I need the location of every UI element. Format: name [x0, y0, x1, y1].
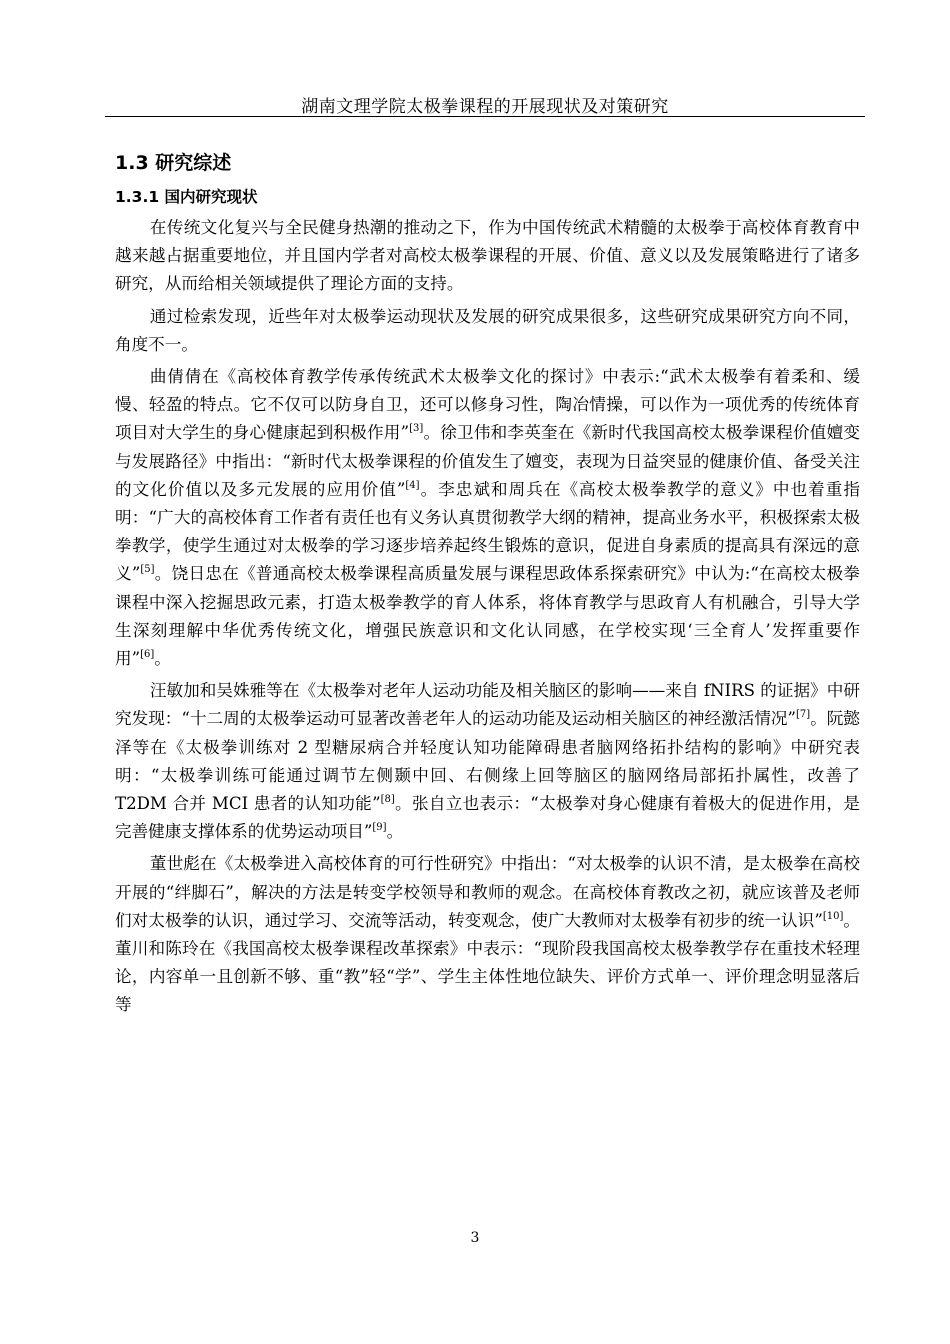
citation-marker: [5] — [140, 564, 155, 576]
citation-marker: [7] — [796, 709, 811, 721]
body-paragraph — [115, 850, 860, 1019]
body-paragraph — [115, 363, 860, 673]
paragraph-text: 在传统文化复兴与全民健身热潮的推动之下，作为中国传统武术精髓的太极拳于高校体育教育中越来越占据重要地位，并且国内学者对高校太极拳课程的开展、价值、意义以及发展策略进行了诸多研究，从而给相关领域提供了理论方面的支持。 — [115, 218, 860, 294]
citation-marker: [4] — [405, 479, 420, 491]
paragraph-text: 。董川和陈玲在《我国高校太极拳课程改革探索》中表示：“现阶段我国高校太极拳教学存在重技术轻理论，内容单一且创新不够、重“教”轻“学”、学生主体性地位缺失、评价方式单一、评价理念明显落后等 — [115, 910, 861, 1015]
body-paragraph — [115, 303, 860, 359]
page-number: 3 — [470, 1230, 480, 1246]
paragraph-text: 。 — [154, 649, 171, 669]
paragraph-text: 。李忠斌和周兵在《高校太极拳教学的意义》中也着重指明：“广大的高校体育工作者有责任也有义务认真贯彻教学大纲的精神，提高业务水平，积极探索太极拳教学，使学生通过对太极拳的学习逐步培养起终生锻炼的意识，促进自身素质的提高具有深远的意义” — [115, 479, 860, 584]
citation-marker: [9] — [372, 822, 387, 834]
header-rule — [105, 116, 865, 117]
paragraph-text: 。阮懿泽等在《太极拳训练对 2 型糖尿病合并轻度认知功能障碍患者脑网络拓扑结构的影响》中研究表明：“太极拳训练可能通过调节左侧颞中回、右侧缘上回等脑区的脑网络局部拓扑属性，改善了 T2DM 合并 MCI 患者的认知功能” — [115, 709, 861, 814]
paragraph-text: 董世彪在《太极拳进入高校体育的可行性研究》中指出：“对太极拳的认识不清，是太极拳在高校开展的“绊脚石”，解决的方法是转变学校领导和教师的观念。在高校体育教改之初，就应该普及老师们对太极拳的认识，通过学习、交流等活动，转变观念，使广大教师对太极拳有初步的统一认识” — [115, 854, 860, 930]
citation-marker: [8] — [380, 794, 395, 806]
paragraph-text: 汪敏加和吴姝雅等在《太极拳对老年人运动功能及相关脑区的影响——来自 fNIRS 的证据》中研究发现：“十二周的太极拳运动可显著改善老年人的运动功能及运动相关脑区的神经激活情况” — [115, 681, 860, 729]
paragraph-text: 。饶日忠在《普通高校太极拳课程高质量发展与课程思政体系探索研究》中认为:“在高校太极拳课程中深入挖掘思政元素，打造太极拳教学的育人体系，将体育教学与思政育人有机融合，引导大学生深刻理解中华优秀传统文化，增强民族意识和文化认同感，在学校实现‘三全育人’发挥重要作用” — [115, 564, 860, 669]
paragraph-text: 。张自立也表示：“太极拳对身心健康有着极大的促进作用，是完善健康支撑体系的优势运动项目” — [115, 794, 860, 842]
page-body — [115, 150, 860, 1024]
section-heading: 1.3 研究综述 — [115, 152, 232, 174]
paragraph-text: 通过检索发现，近些年对太极拳运动现状及发展的研究成果很多，这些研究成果研究方向不同，角度不一。 — [115, 306, 860, 354]
paragraph-text: 。徐卫伟和李英奎在《新时代我国高校太极拳课程价值嬗变与发展路径》中指出：“新时代太极拳课程的价值发生了嬗变，表现为日益突显的健康价值、备受关注的文化价值以及多元发展的应用价值” — [115, 423, 860, 499]
subsection-heading: 1.3.1 国内研究现状 — [115, 188, 258, 206]
citation-marker: [10] — [822, 910, 844, 922]
paragraph-list — [115, 214, 860, 1020]
body-paragraph — [115, 677, 860, 846]
body-paragraph — [115, 214, 860, 299]
paragraph-text: 曲倩倩在《高校体育教学传承传统武术太极拳文化的探讨》中表示:“武术太极拳有着柔和、缓慢、轻盈的特点。它不仅可以防身自卫，还可以修身习性，陶冶情操，可以作为一项优秀的传统体育项目对大学生的身心健康起到积极作用” — [115, 367, 860, 443]
running-header-title: 湖南文理学院太极拳课程的开展现状及对策研究 — [301, 97, 669, 117]
citation-marker: [6] — [140, 649, 155, 661]
paragraph-text: 。 — [386, 822, 404, 842]
citation-marker: [3] — [409, 423, 424, 435]
